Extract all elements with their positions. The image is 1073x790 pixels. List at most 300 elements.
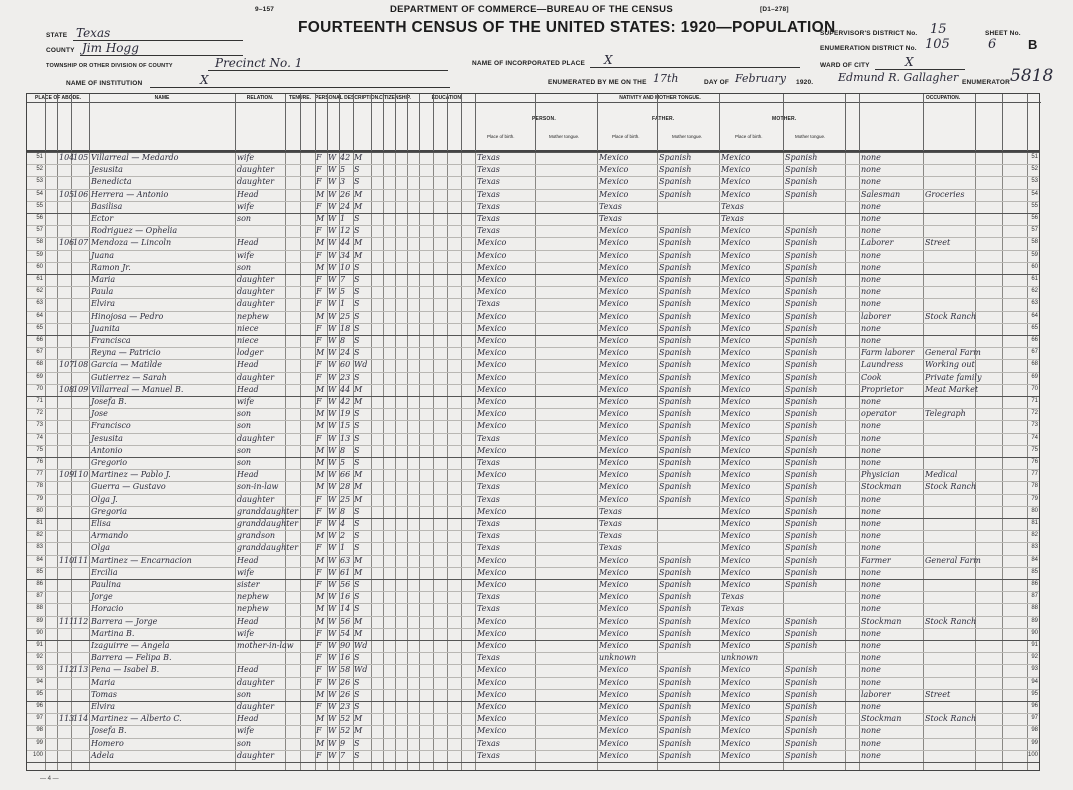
cell-mtt: Spanish	[785, 580, 818, 589]
cell-age: 44	[340, 238, 351, 248]
row-number: 91	[36, 642, 43, 648]
cell-ftob: Mexico	[599, 470, 629, 480]
row-number: 99	[36, 739, 43, 746]
hdr-tongue-person: Mother tongue.	[549, 134, 580, 139]
cell-mtt: Spanish	[785, 299, 818, 309]
cell-ftob: Mexico	[599, 433, 629, 443]
cell-rel: wife	[237, 250, 255, 260]
cell-fam: 109	[73, 384, 89, 394]
cell-occ: none	[861, 323, 881, 333]
cell-ftt: Spanish	[659, 458, 692, 467]
cell-mtt: Spanish	[785, 750, 818, 760]
cell-mtob: Mexico	[721, 555, 751, 565]
cell-sex: M	[316, 555, 325, 565]
cell-rel: Head	[237, 189, 259, 199]
cell-ind: Stock Ranch	[925, 616, 977, 626]
cell-name: Mendoza — Lincoln	[91, 238, 172, 248]
cell-mtt: Spanish	[785, 250, 818, 260]
cell-ftt: Spanish	[659, 677, 692, 687]
cell-mtob: Mexico	[721, 677, 751, 687]
row-number: 74	[36, 434, 43, 441]
cell-ftt: Spanish	[659, 580, 692, 589]
row-number: 82	[36, 532, 43, 539]
row-number-right: 80	[1031, 507, 1038, 514]
row-number: 78	[36, 483, 43, 490]
row-number: 92	[36, 654, 43, 661]
cell-ftt: Spanish	[659, 372, 692, 382]
cell-age: 3	[340, 177, 346, 187]
row-number-right: 83	[1031, 544, 1038, 551]
institution-label: NAME OF INSTITUTION	[66, 80, 143, 87]
cell-ftt: Spanish	[659, 323, 692, 333]
cell-ind: Street	[925, 689, 951, 699]
cell-occ: none	[861, 177, 881, 187]
cell-pob: Mexico	[477, 275, 507, 284]
cell-race: W	[328, 580, 337, 589]
cell-ftt: Spanish	[659, 311, 692, 321]
row-number-right: 94	[1031, 678, 1038, 685]
cell-name: Paulina	[91, 580, 121, 589]
row-number-right: 98	[1031, 727, 1038, 734]
row-number: 76	[36, 459, 43, 465]
cell-age: 5	[340, 458, 346, 467]
cell-ftob: Mexico	[599, 641, 629, 650]
row-number: 94	[36, 678, 43, 685]
cell-ftt: Spanish	[659, 287, 692, 297]
row-number-right: 86	[1031, 581, 1038, 587]
cell-mtt: Spanish	[785, 726, 818, 736]
cell-age: 16	[340, 592, 351, 602]
cell-age: 52	[340, 726, 351, 736]
cell-ftt: Spanish	[659, 360, 692, 370]
cell-occ: Stockman	[861, 616, 902, 626]
cell-race: W	[328, 165, 337, 175]
ward-value: X	[905, 55, 914, 69]
cell-pob: Mexico	[477, 628, 507, 638]
cell-pob: Mexico	[477, 580, 507, 589]
cell-rel: son	[237, 445, 252, 455]
cell-ftt: Spanish	[659, 702, 692, 711]
cell-age: 8	[340, 336, 346, 345]
cell-ftob: Mexico	[599, 567, 629, 577]
cell-mtt: Spanish	[785, 738, 818, 748]
cell-name: Francisco	[91, 421, 131, 431]
cell-occ: Farm laborer	[861, 348, 915, 358]
cell-ftob: Texas	[599, 543, 622, 553]
cell-ftt: Spanish	[659, 384, 692, 394]
cell-race: W	[328, 323, 337, 333]
cell-ms: S	[354, 738, 360, 748]
cell-ftt: Spanish	[659, 592, 692, 602]
row-number-right: 67	[1031, 349, 1038, 356]
cell-age: 24	[340, 201, 351, 211]
cell-occ: none	[861, 543, 881, 553]
row-number: 80	[36, 507, 43, 514]
cell-occ: none	[861, 226, 881, 236]
cell-mtt: Spanish	[785, 665, 818, 675]
cell-mtt: Spanish	[785, 348, 818, 358]
cell-race: W	[328, 519, 337, 528]
cell-mtob: Mexico	[721, 433, 751, 443]
cell-age: 13	[340, 433, 351, 443]
cell-race: W	[328, 592, 337, 602]
row-number-right: 53	[1031, 178, 1038, 185]
cell-rel: son	[237, 409, 252, 419]
row-number-right: 96	[1031, 703, 1038, 709]
row-number-right: 57	[1031, 227, 1038, 234]
sheet-value: 6	[988, 37, 997, 52]
cell-ms: S	[354, 348, 360, 358]
cell-ms: S	[354, 458, 360, 467]
row-number: 89	[36, 617, 43, 624]
cell-ftob: Mexico	[599, 262, 629, 272]
row-number-right: 74	[1031, 434, 1038, 441]
cell-ms: S	[354, 165, 360, 175]
cell-race: W	[328, 311, 337, 321]
cell-ftob: Mexico	[599, 494, 629, 504]
cell-ms: S	[354, 750, 360, 760]
cell-ms: S	[354, 604, 360, 614]
cell-occ: Stockman	[861, 714, 902, 724]
cell-race: W	[328, 409, 337, 419]
cell-ms: S	[354, 677, 360, 687]
cell-pob: Texas	[477, 433, 500, 443]
cell-mtt: Spanish	[785, 689, 818, 699]
row-number: 57	[36, 227, 43, 234]
cell-mtob: Mexico	[721, 360, 751, 370]
cell-ftob: Mexico	[599, 750, 629, 760]
row-number: 95	[36, 690, 43, 697]
cell-ftt: Spanish	[659, 409, 692, 419]
cell-sex: F	[316, 299, 322, 309]
cell-age: 7	[340, 275, 346, 284]
row-number-right: 77	[1031, 471, 1038, 478]
cell-sex: M	[316, 470, 325, 480]
cell-mtt: Spanish	[785, 702, 818, 711]
cell-ind: General Farm	[925, 348, 981, 358]
cell-name: Juanita	[91, 323, 120, 333]
cell-ftob: Texas	[599, 506, 622, 516]
cell-occ: none	[861, 165, 881, 175]
cell-mtob: Mexico	[721, 397, 751, 406]
cell-age: 12	[340, 226, 351, 236]
cell-occ: none	[861, 519, 881, 528]
row-number: 69	[36, 373, 43, 380]
group-relation: RELATION.	[235, 94, 285, 103]
cell-mtob: Mexico	[721, 323, 751, 333]
cell-age: 24	[340, 348, 351, 358]
cell-ms: Wd	[354, 641, 368, 650]
cell-rel: daughter	[237, 750, 275, 760]
cell-pob: Texas	[477, 177, 500, 187]
cell-ind: General Farm	[925, 555, 981, 565]
cell-ftob: Mexico	[599, 250, 629, 260]
cell-race: W	[328, 397, 337, 406]
row-number-right: 97	[1031, 715, 1038, 722]
group-nativity: NATIVITY AND MOTHER TONGUE.	[475, 94, 845, 103]
cell-mtob: Mexico	[721, 384, 751, 394]
cell-rel: wife	[237, 397, 255, 406]
cell-pob: Texas	[477, 494, 500, 504]
cell-name: Olga J.	[91, 494, 118, 504]
row-number: 73	[36, 422, 43, 429]
cell-mtt: Spanish	[785, 543, 818, 553]
cell-sex: M	[316, 189, 325, 199]
cell-sex: M	[316, 592, 325, 602]
cell-rel: son	[237, 458, 252, 467]
cell-sex: F	[316, 287, 322, 297]
cell-mtt: Spanish	[785, 397, 818, 406]
row-number-right: 61	[1031, 276, 1038, 282]
row-number-right: 59	[1031, 251, 1038, 258]
row-number-right: 78	[1031, 483, 1038, 490]
cell-sex: M	[316, 458, 325, 467]
cell-ftob: Mexico	[599, 592, 629, 602]
footer-mark: — 4 —	[40, 776, 59, 782]
cell-rel: Head	[237, 238, 259, 248]
cell-rel: granddaughter	[237, 506, 299, 516]
cell-name: Villarreal — Manuel B.	[91, 384, 184, 394]
cell-age: 5	[340, 165, 346, 175]
cell-race: W	[328, 214, 337, 223]
row-number: 72	[36, 410, 43, 417]
cell-occ: none	[861, 397, 881, 406]
row-number-right: 63	[1031, 300, 1038, 307]
cell-ftt: Spanish	[659, 470, 692, 480]
cell-pob: Mexico	[477, 677, 507, 687]
cell-race: W	[328, 384, 337, 394]
cell-pob: Mexico	[477, 262, 507, 272]
cell-sex: M	[316, 531, 325, 541]
department-line: DEPARTMENT OF COMMERCE—BUREAU OF THE CENSUS	[390, 4, 673, 15]
cell-mtob: Mexico	[721, 616, 751, 626]
cell-pob: Mexico	[477, 348, 507, 358]
cell-age: 52	[340, 714, 351, 724]
cell-ftob: Mexico	[599, 604, 629, 614]
cell-ftt: Spanish	[659, 665, 692, 675]
cell-fam: 111	[73, 555, 89, 565]
cell-pob: Mexico	[477, 384, 507, 394]
cell-name: Jorge	[91, 592, 113, 602]
cell-rel: lodger	[237, 348, 264, 358]
cell-ms: M	[354, 616, 363, 626]
cell-occ: Proprietor	[861, 384, 904, 394]
cell-pob: Mexico	[477, 336, 507, 345]
cell-sex: F	[316, 336, 322, 345]
cell-age: 8	[340, 445, 346, 455]
cell-rel: daughter	[237, 287, 275, 297]
cell-ftt: Spanish	[659, 482, 692, 492]
cell-name: Maria	[91, 275, 116, 284]
cell-occ: none	[861, 433, 881, 443]
cell-ftob: Mexico	[599, 348, 629, 358]
cell-ftob: Mexico	[599, 165, 629, 175]
cell-ms: S	[354, 580, 360, 589]
cell-mtob: Mexico	[721, 287, 751, 297]
cell-rel: wife	[237, 726, 255, 736]
subgroup-mother: MOTHER.	[772, 116, 797, 122]
row-number-right: 84	[1031, 556, 1038, 563]
cell-occ: none	[861, 750, 881, 760]
cell-age: 61	[340, 567, 351, 577]
cell-sex: F	[316, 677, 322, 687]
cell-name: Ramon Jr.	[91, 262, 131, 272]
cell-ftt: Spanish	[659, 299, 692, 309]
cell-occ: none	[861, 201, 881, 211]
cell-ms: S	[354, 299, 360, 309]
cell-sex: F	[316, 750, 322, 760]
cell-age: 42	[340, 153, 351, 162]
cell-fam: 107	[73, 238, 89, 248]
row-number-right: 91	[1031, 642, 1038, 648]
cell-race: W	[328, 372, 337, 382]
row-number: 98	[36, 727, 43, 734]
cell-fam: 114	[73, 714, 89, 724]
county-label: COUNTY	[46, 47, 75, 54]
cell-race: W	[328, 750, 337, 760]
cell-mtob: Mexico	[721, 421, 751, 431]
cell-rel: daughter	[237, 677, 275, 687]
cell-ftt: Spanish	[659, 165, 692, 175]
group-personal: PERSONAL DESCRIPTION.	[315, 95, 380, 101]
cell-sex: F	[316, 702, 322, 711]
cell-race: W	[328, 262, 337, 272]
cell-ftob: Mexico	[599, 311, 629, 321]
cell-age: 7	[340, 750, 346, 760]
row-number-right: 89	[1031, 617, 1038, 624]
cell-age: 44	[340, 384, 351, 394]
cell-mtob: Mexico	[721, 519, 751, 528]
cell-race: W	[328, 226, 337, 236]
row-number-right: 100	[1027, 751, 1038, 758]
cell-pob: Mexico	[477, 714, 507, 724]
cell-occ: none	[861, 592, 881, 602]
cell-name: Barrera — Felipa B.	[91, 653, 172, 663]
row-number: 63	[36, 300, 43, 307]
cell-ftob: Mexico	[599, 189, 629, 199]
cell-ms: S	[354, 311, 360, 321]
row-number-right: 87	[1031, 593, 1038, 600]
cell-rel: daughter	[237, 702, 275, 711]
row-number-right: 52	[1031, 166, 1038, 173]
cell-ind: Stock Ranch	[925, 482, 977, 492]
cell-mtt: Spanish	[785, 677, 818, 687]
cell-race: W	[328, 482, 337, 492]
cell-race: W	[328, 689, 337, 699]
cell-rel: son	[237, 421, 252, 431]
cell-occ: none	[861, 445, 881, 455]
cell-mtob: Texas	[721, 201, 744, 211]
row-number: 53	[36, 178, 43, 185]
cell-sex: M	[316, 384, 325, 394]
cell-ms: S	[354, 226, 360, 236]
cell-ind: Medical	[925, 470, 958, 480]
cell-rel: son	[237, 689, 252, 699]
cell-ftt: Spanish	[659, 714, 692, 724]
cell-fam: 110	[73, 470, 89, 480]
enum-district-label: ENUMERATION DISTRICT No.	[820, 45, 917, 52]
cell-race: W	[328, 494, 337, 504]
cell-race: W	[328, 506, 337, 516]
census-grid	[26, 151, 1040, 771]
sheet-label: SHEET No.	[985, 30, 1021, 37]
cell-mtt: Spanish	[785, 226, 818, 236]
cell-occ: none	[861, 421, 881, 431]
row-number: 67	[36, 349, 43, 356]
cell-dwell: 108	[59, 384, 75, 394]
cell-name: Paula	[91, 287, 114, 297]
group-name: NAME	[89, 94, 235, 103]
cell-ftob: Mexico	[599, 238, 629, 248]
cell-sex: F	[316, 153, 322, 162]
cell-sex: F	[316, 641, 322, 650]
row-number: 58	[36, 239, 43, 246]
cell-occ: none	[861, 726, 881, 736]
cell-name: Elvira	[91, 299, 116, 309]
cell-race: W	[328, 189, 337, 199]
cell-sex: F	[316, 519, 322, 528]
place-value: X	[604, 53, 613, 67]
cell-name: Villarreal — Medardo	[91, 153, 179, 162]
cell-mtt: Spanish	[785, 714, 818, 724]
cell-pob: Mexico	[477, 555, 507, 565]
cell-ftt: Spanish	[659, 336, 692, 345]
cell-name: Juana	[91, 250, 115, 260]
cell-ftob: Texas	[599, 531, 622, 541]
cell-race: W	[328, 738, 337, 748]
cell-ftob: Mexico	[599, 677, 629, 687]
cell-name: Jesusita	[91, 165, 123, 175]
cell-mtt: Spanish	[785, 421, 818, 431]
cell-rel: daughter	[237, 433, 275, 443]
cell-ftob: Mexico	[599, 580, 629, 589]
cell-mtt: Spanish	[785, 555, 818, 565]
cell-ms: S	[354, 287, 360, 297]
state-value: Texas	[76, 26, 111, 40]
cell-race: W	[328, 201, 337, 211]
row-number: 87	[36, 593, 43, 600]
cell-ftob: Mexico	[599, 555, 629, 565]
cell-occ: none	[861, 665, 881, 675]
cell-mtt: Spanish	[785, 372, 818, 382]
cell-name: Pena — Isabel B.	[91, 665, 160, 675]
cell-mtob: Texas	[721, 604, 744, 614]
cell-sex: M	[316, 738, 325, 748]
cell-mtt: Spanish	[785, 616, 818, 626]
enumerated-label: ENUMERATED BY ME ON THE	[548, 79, 647, 86]
cell-fam: 108	[73, 360, 89, 370]
cell-pob: Texas	[477, 738, 500, 748]
row-number: 65	[36, 324, 43, 331]
cell-name: Rodriguez — Ophelia	[91, 226, 178, 236]
row-number-right: 68	[1031, 361, 1038, 368]
cell-ftob: Texas	[599, 519, 622, 528]
group-place-of-abode: PLACE OF ABODE.	[27, 94, 89, 103]
row-number: 100	[32, 751, 43, 758]
cell-mtob: Mexico	[721, 750, 751, 760]
cell-ftt: Spanish	[659, 616, 692, 626]
cell-ind: Groceries	[925, 189, 965, 199]
cell-ftob: Mexico	[599, 360, 629, 370]
cell-name: Barrera — Jorge	[91, 616, 158, 626]
cell-ftob: Mexico	[599, 702, 629, 711]
cell-sex: F	[316, 580, 322, 589]
row-number-right: 62	[1031, 288, 1038, 295]
row-number-right: 70	[1031, 385, 1038, 392]
cell-ms: M	[354, 250, 363, 260]
group-occupation: OCCUPATION.	[845, 94, 1041, 103]
row-number-right: 69	[1031, 373, 1038, 380]
